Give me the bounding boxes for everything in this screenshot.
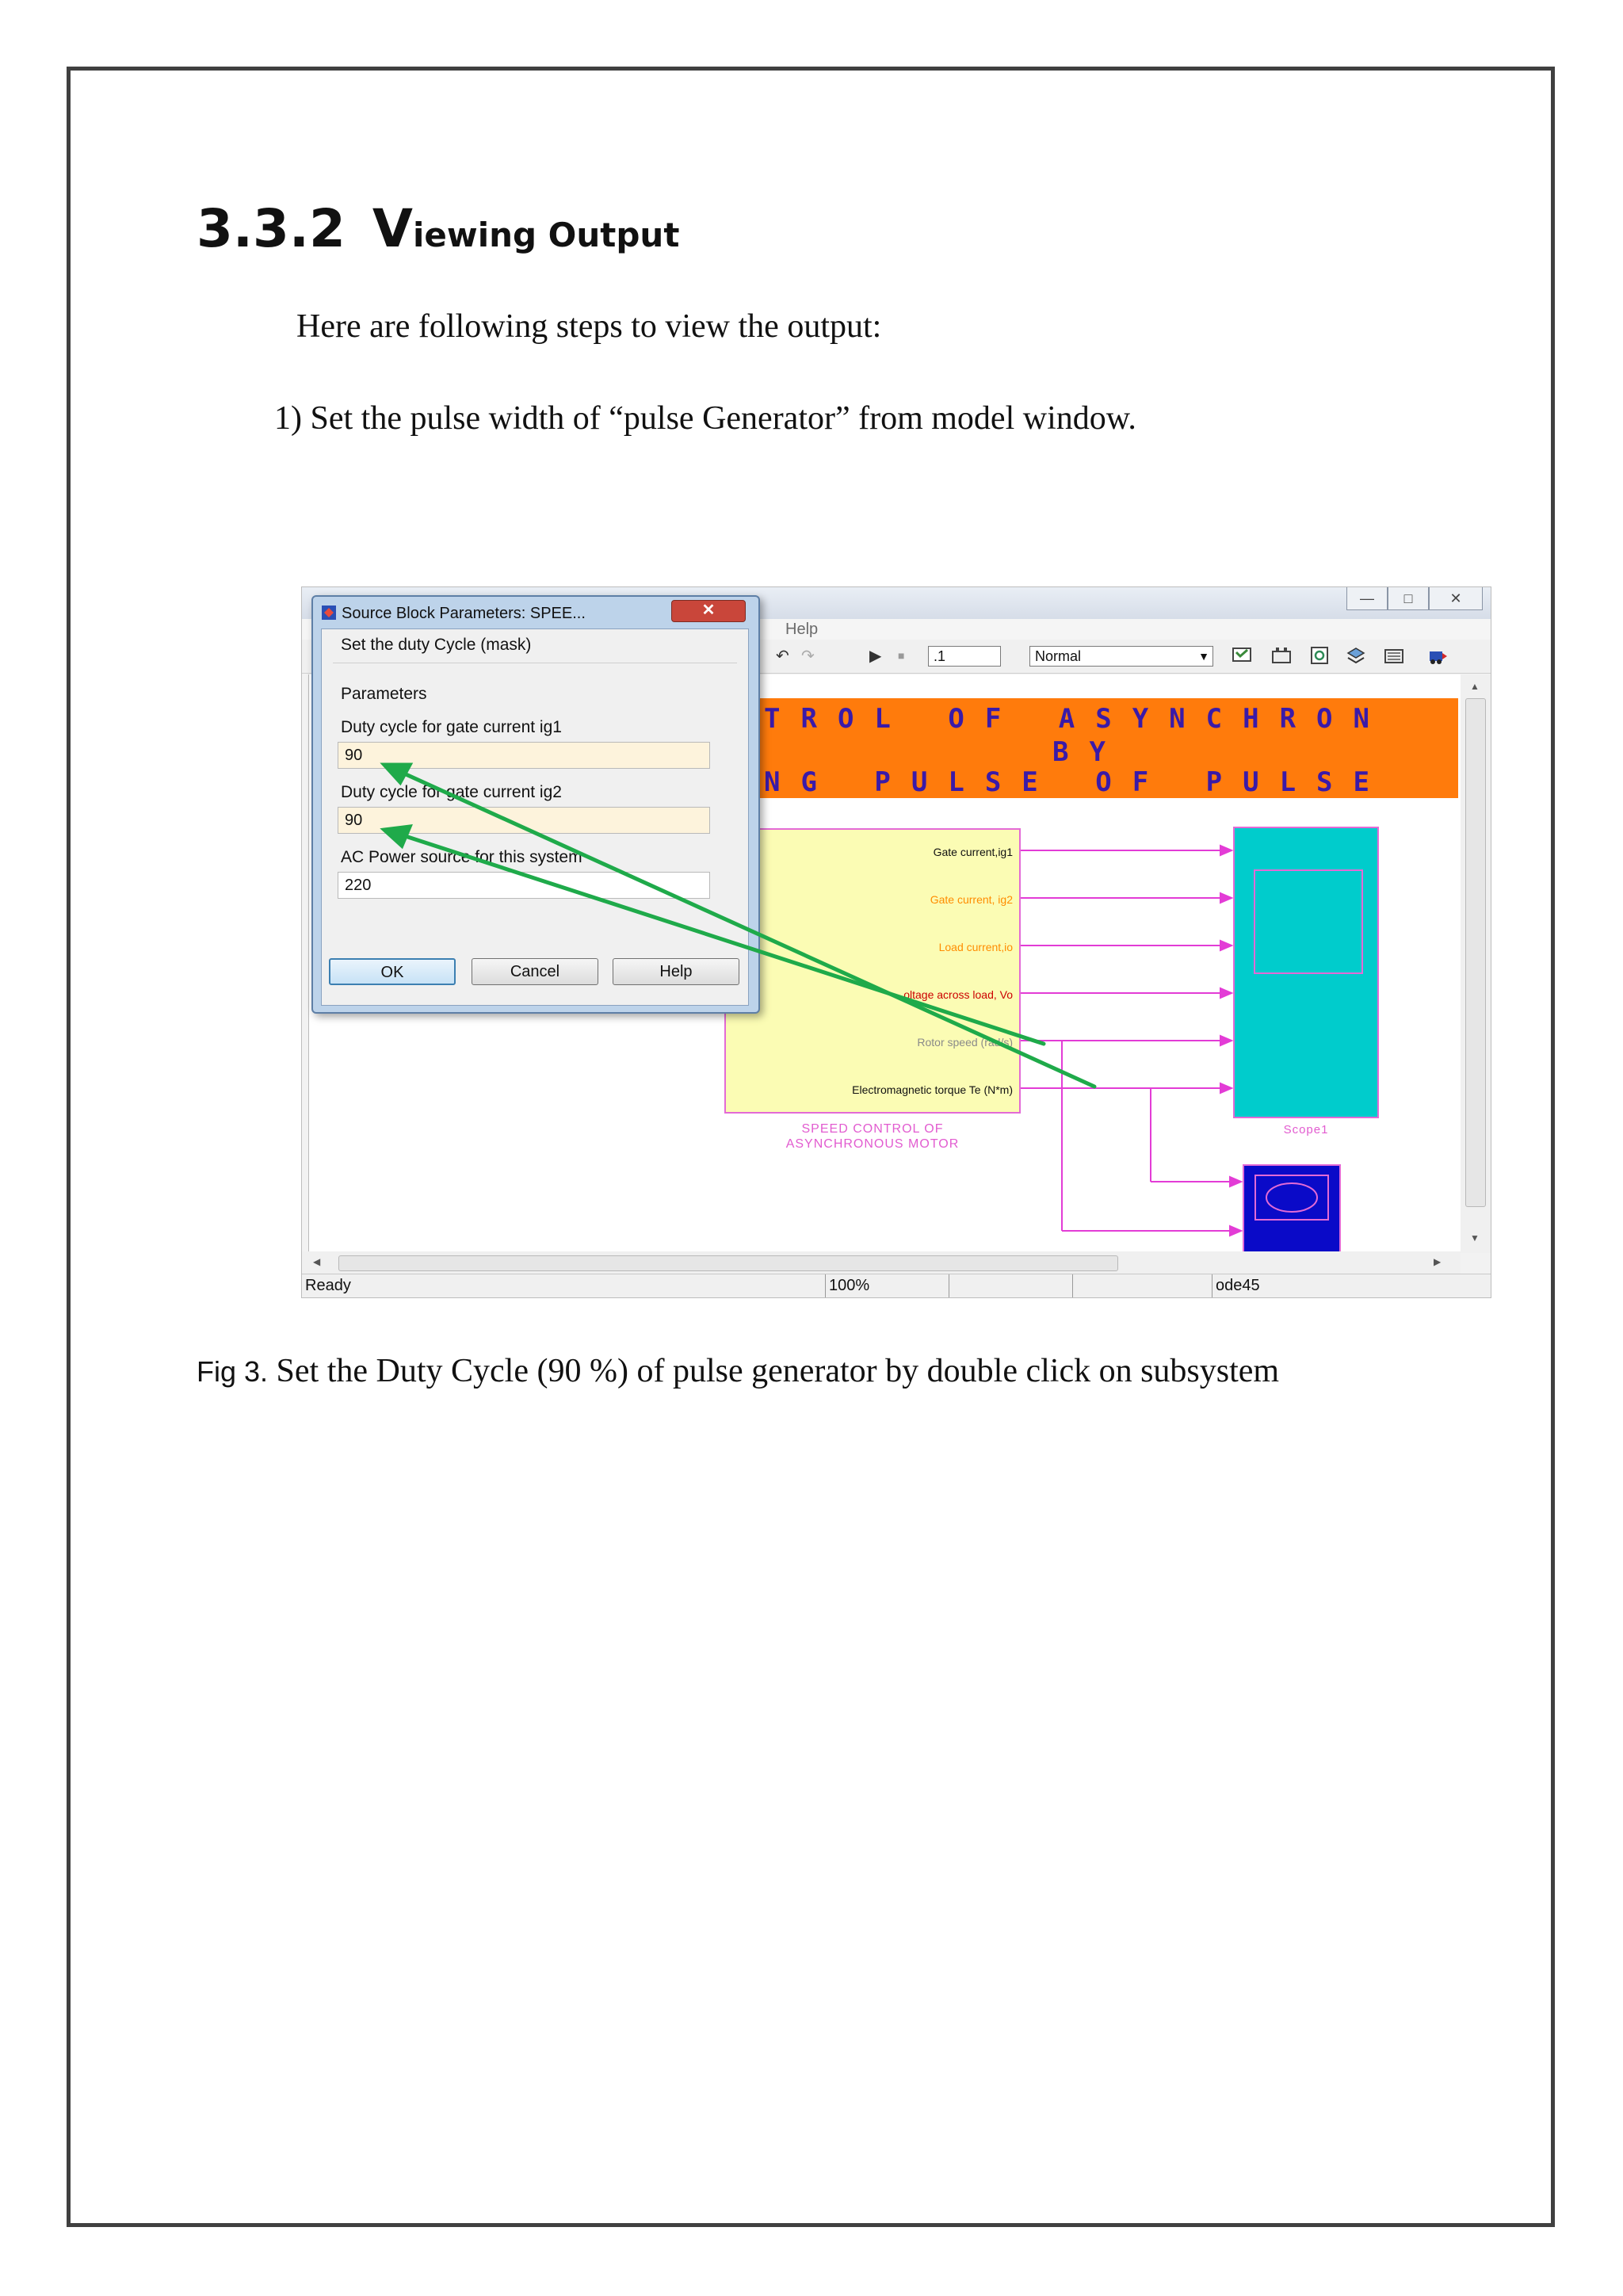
field3-label: AC Power source for this system — [341, 848, 582, 866]
subsystem-caption-line-2: ASYNCHRONOUS MOTOR — [785, 1137, 960, 1151]
section-title-rest: iewing Output — [413, 216, 680, 254]
minimize-icon[interactable]: — — [1346, 587, 1388, 610]
status-zoom: 100% — [825, 1274, 949, 1298]
section-heading — [197, 198, 679, 259]
parameters-label: Parameters — [341, 685, 427, 703]
intro-paragraph: Here are following steps to view the output: — [296, 308, 882, 345]
cancel-button[interactable]: Cancel — [472, 958, 598, 985]
section-title-initial: V — [372, 198, 414, 259]
figure-caption — [197, 1352, 1279, 1390]
field2-label: Duty cycle for gate current ig2 — [341, 783, 562, 801]
scroll-right-icon[interactable]: ▶ — [1434, 1256, 1442, 1267]
redo-icon[interactable]: ↷ — [801, 647, 815, 665]
run-icon[interactable]: ▶ — [869, 647, 882, 665]
dialog-close-button[interactable]: ✕ — [671, 600, 746, 622]
dialog-title: Source Block Parameters: SPEE... — [342, 605, 586, 622]
ok-button[interactable]: OK — [329, 958, 456, 985]
field1-label: Duty cycle for gate current ig1 — [341, 718, 562, 736]
help-button[interactable]: Help — [613, 958, 739, 985]
port-label-5: Rotor speed (rad/s) — [917, 1036, 1013, 1049]
ac-power-input[interactable]: 220 — [338, 872, 710, 899]
annotation-arrows — [302, 587, 1491, 1297]
banner-line-3: NG PULSE OF PULSE — [764, 766, 1390, 798]
scroll-down-icon[interactable]: ▼ — [1470, 1232, 1480, 1244]
duty-cycle-ig2-input[interactable]: 90 — [338, 807, 710, 834]
port-label-2: Gate current, ig2 — [930, 893, 1013, 906]
caption-label: Fig 3. — [197, 1355, 269, 1388]
status-ready: Ready — [305, 1277, 351, 1294]
scroll-left-icon[interactable]: ◀ — [313, 1256, 321, 1267]
banner-line-2: BY — [1052, 736, 1126, 768]
sim-mode-value: Normal — [1035, 648, 1082, 664]
stop-time-input[interactable]: .1 — [928, 646, 1001, 667]
port-label-4: oltage across load, Vo — [903, 988, 1013, 1001]
section-number: 3.3.2 — [197, 198, 346, 259]
figure-screenshot — [301, 586, 1491, 1298]
menu-help[interactable]: Help — [785, 621, 819, 638]
maximize-icon[interactable]: □ — [1388, 587, 1429, 610]
scroll-up-icon[interactable]: ▲ — [1470, 681, 1480, 692]
banner-line-1: TROL OF ASYNCHRON — [764, 703, 1390, 735]
stop-icon[interactable]: ■ — [898, 649, 905, 662]
status-solver: ode45 — [1212, 1274, 1449, 1298]
port-label-3: Load current,io — [938, 941, 1013, 953]
mask-title: Set the duty Cycle (mask) — [341, 636, 532, 654]
caption-text: Set the Duty Cycle (90 %) of pulse generator by double click on subsystem — [268, 1353, 1280, 1389]
port-label-1: Gate current,ig1 — [933, 846, 1013, 858]
step-1: 1) Set the pulse width of “pulse Generator” from model window. — [274, 400, 1136, 437]
undo-icon[interactable]: ↶ — [776, 647, 789, 665]
duty-cycle-ig1-input[interactable]: 90 — [338, 742, 710, 769]
close-icon[interactable]: ✕ — [1429, 587, 1483, 610]
port-label-6: Electromagnetic torque Te (N*m) — [852, 1083, 1013, 1096]
scope1-label: Scope1 — [1283, 1123, 1329, 1137]
chevron-down-icon: ▼ — [1198, 650, 1209, 663]
subsystem-caption-line-1: SPEED CONTROL OF — [801, 1122, 944, 1136]
